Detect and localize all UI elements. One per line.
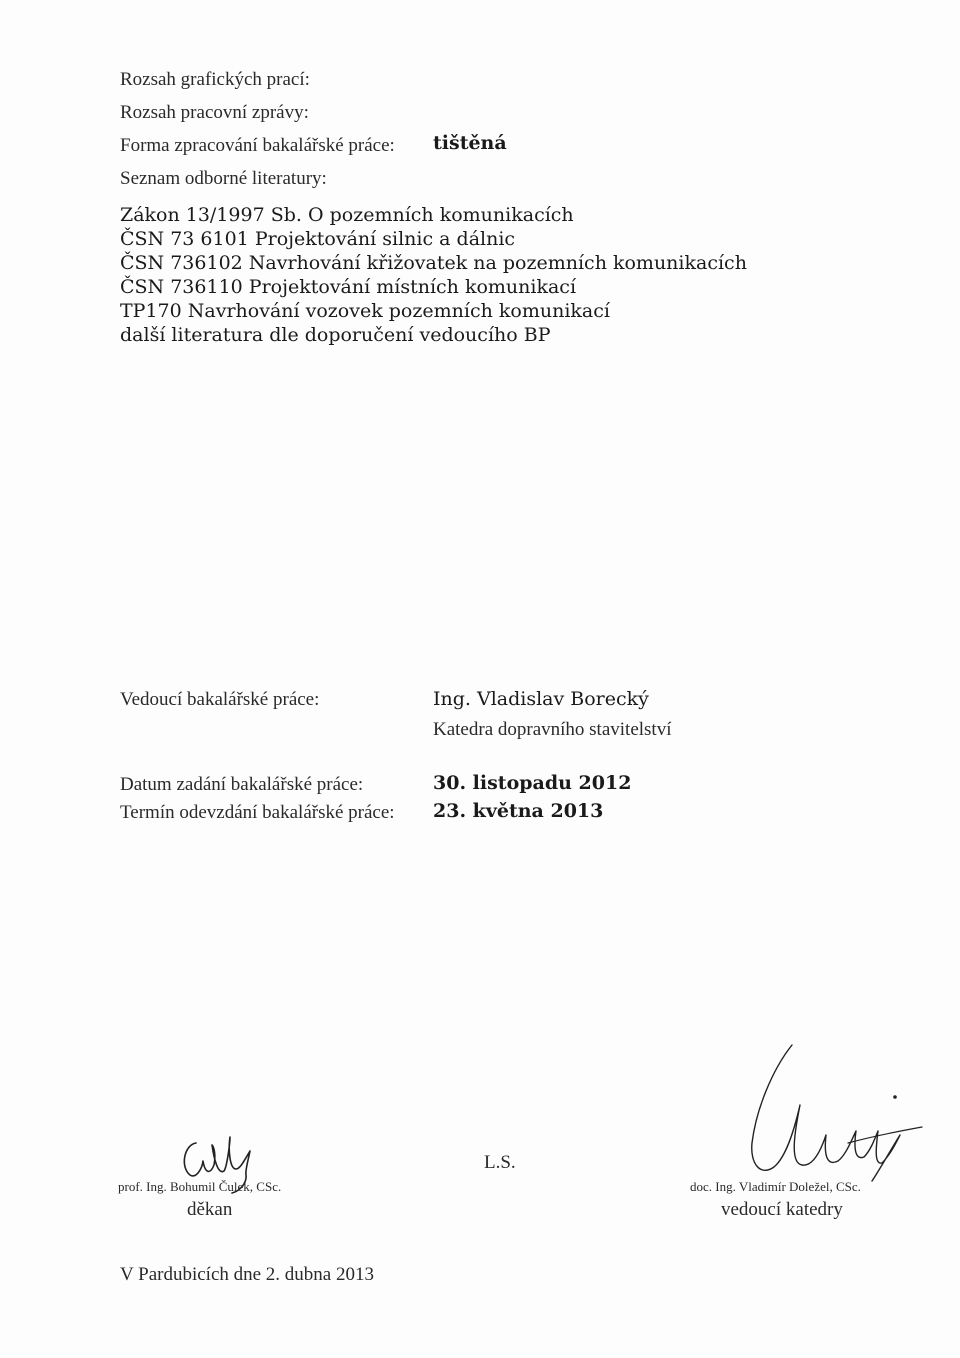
head-title: vedoucí katedry [721,1199,843,1220]
literature-item: ČSN 736102 Navrhování křižovatek na pozemních komunikacích [120,252,747,274]
literature-label: Seznam odborné literatury: [120,168,327,189]
head-name: doc. Ing. Vladimír Doležel, CSc. [690,1179,861,1194]
supervisor-label: Vedoucí bakalářské práce: [120,689,320,710]
head-signature [710,1035,925,1195]
report-scope-label: Rozsah pracovní zprávy: [120,102,309,123]
assigned-date-label: Datum zadání bakalářské práce: [120,774,364,795]
graphic-scope-label: Rozsah grafických prací: [120,69,310,90]
place-and-date: V Pardubicích dne 2. dubna 2013 [120,1264,374,1285]
literature-item: ČSN 736110 Projektování místních komunikací [120,276,577,298]
due-date-label: Termín odevzdání bakalářské práce: [120,802,395,823]
form-label: Forma zpracování bakalářské práce: [120,135,395,156]
assigned-date-value: 30. listopadu 2012 [433,772,632,794]
literature-item: ČSN 73 6101 Projektování silnic a dálnic [120,228,516,250]
seal-label: L.S. [484,1152,516,1173]
supervisor-name: Ing. Vladislav Borecký [433,688,649,710]
literature-item: další literatura dle doporučení vedoucího BP [120,324,551,346]
dean-name: prof. Ing. Bohumil Čulek, CSc. [118,1179,282,1194]
literature-item: TP170 Navrhování vozovek pozemních komunikací [120,300,610,322]
literature-item: Zákon 13/1997 Sb. O pozemních komunikacích [120,204,574,226]
due-date-value: 23. května 2013 [433,800,604,822]
form-value: tištěná [433,132,507,154]
dean-title: děkan [187,1199,233,1220]
supervisor-department: Katedra dopravního stavitelství [433,719,672,740]
